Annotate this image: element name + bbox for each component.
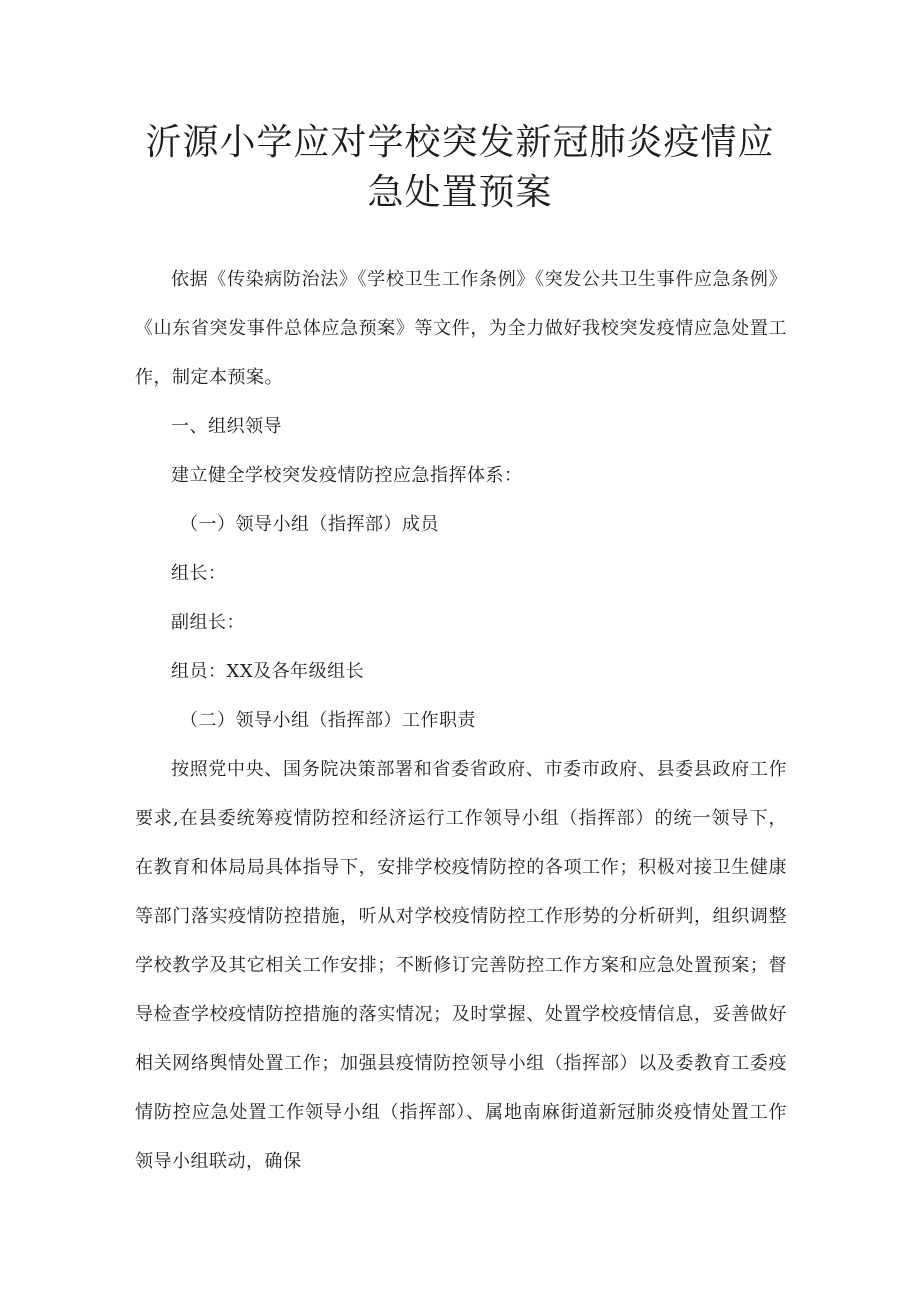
group-leader-line: 组长：	[171, 563, 227, 584]
section-heading-organization: 一、组织领导	[171, 416, 282, 437]
duties-paragraph: 按照党中央、国务院决策部署和省委省政府、市委市政府、县委县政府工作要求,在县委统筹疫情防控和经济运行工作领导小组（指挥部）的统一领导下，在教育和体局局具体指导下，安排学校疫情防控的各项工作；积极对接卫生健康等部门落实疫情防控措施，听从对学校疫情防控工作形势的分析研判，组织调整学校教学及其它相关工作安排；不断修订完善防控工作方案和应急处置预案；督导检查学校疫情防控措施的落实情况；及时掌握、处置学校疫情信息，妥善做好相关网络舆情处置工作；加强县疫情防控领导小组（指挥部）以及委教育工委疫情防控应急处置工作领导小组（指挥部）、属地南麻街道新冠肺炎疫情处置工作领导小组联动，确保	[135, 759, 787, 1172]
subsection-heading-members: （一）领导小组（指挥部）成员	[180, 514, 439, 535]
command-system-paragraph: 建立健全学校突发疫情防控应急指挥体系：	[171, 465, 523, 486]
deputy-leader-line: 副组长：	[171, 612, 245, 633]
document-title: 沂源小学应对学校突发新冠肺炎疫情应急处置预案	[145, 122, 775, 213]
subsection-heading-duties: （二）领导小组（指挥部）工作职责	[180, 710, 476, 731]
intro-paragraph: 依据《传染病防治法》《学校卫生工作条例》《突发公共卫生事件应急条例》《山东省突发事件总体应急预案》等文件，为全力做好我校突发疫情应急处置工作，制定本预案。	[135, 269, 787, 388]
document-body	[135, 255, 787, 1186]
group-members-line: 组员：XX及各年级组长	[171, 661, 365, 682]
